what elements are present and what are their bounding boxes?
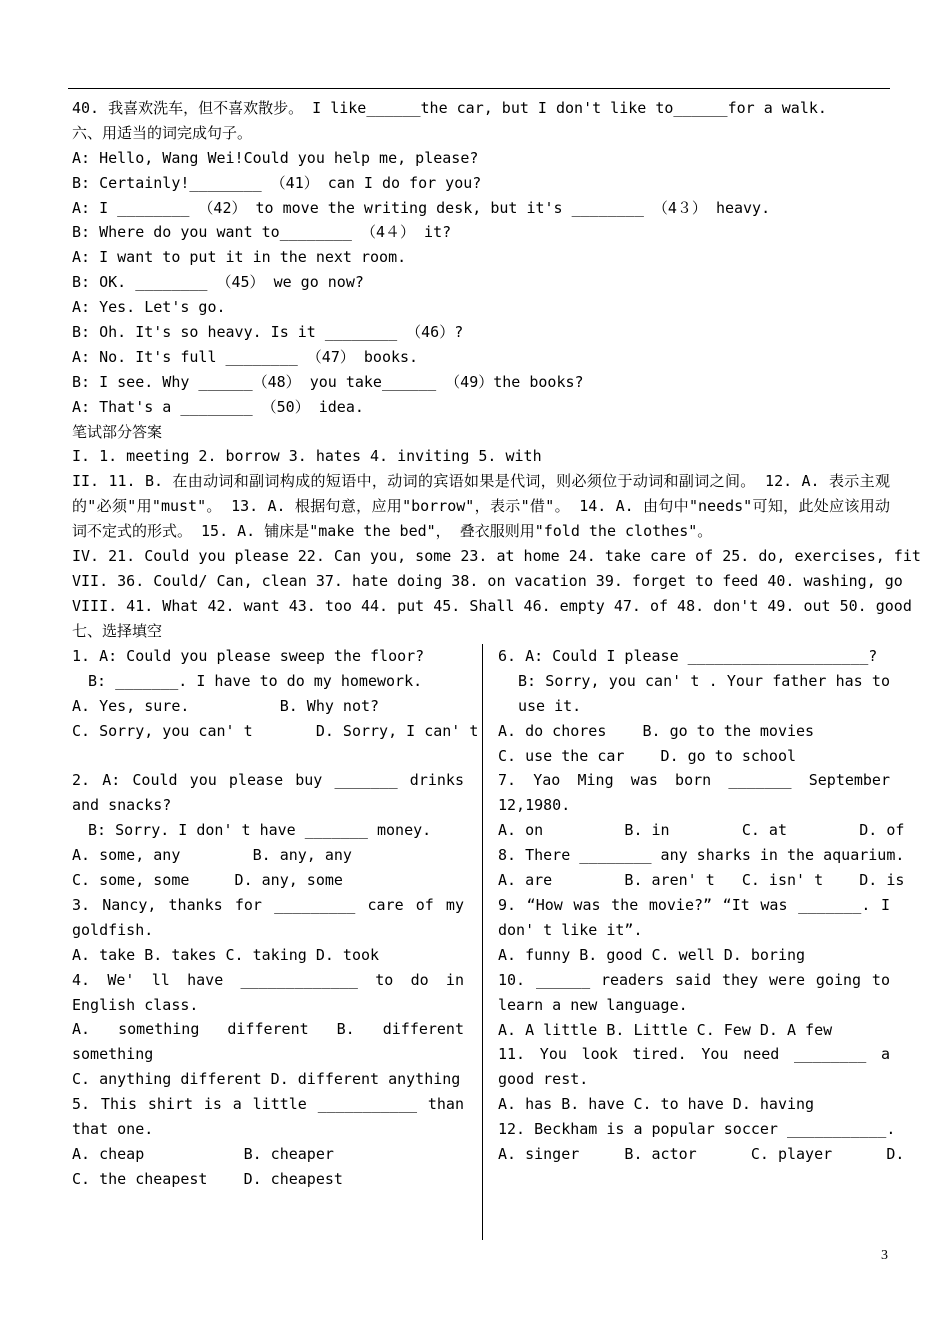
dialogue-line: A: Hello, Wang Wei!Could you help me, please?	[72, 148, 479, 167]
question-6-options-cd: C. use the car D. go to school	[498, 746, 797, 765]
question-11: 11. You look tired. You need ________ a good rest.	[498, 1045, 890, 1089]
dialogue-line: A: Yes. Let's go.	[72, 298, 226, 317]
question-7-options: A. on B. in C. at D. of	[498, 821, 905, 840]
question-7: 7. Yao Ming was born _______ September 12,1980.	[498, 771, 890, 815]
question-5-options-ab: A. cheap B. cheaper	[72, 1145, 334, 1163]
question-9: 9. “How was the movie?” “It was _______. I don' t like it”.	[498, 895, 890, 939]
question-1-options-ab: A. Yes, sure. B. Why not?	[72, 696, 380, 715]
question-8: 8. There ________ any sharks in the aquarium.	[498, 846, 905, 865]
question-2: 2. A: Could you please buy _______ drinks and snacks?	[72, 771, 464, 815]
question-2-options-cd: C. some, some D. any, some	[72, 871, 343, 890]
answer-line-I: I. 1. meeting 2. borrow 3. hates 4. inviting 5. with	[72, 447, 542, 466]
section-6-title: 六、用适当的词完成句子。	[72, 123, 253, 142]
question-1-options-cd: C. Sorry, you can' t D. Sorry, I can' t	[72, 721, 479, 740]
question-1-b: B: _______. I have to do my homework.	[88, 671, 423, 690]
question-2-options-ab: A. some, any B. any, any	[72, 846, 352, 865]
question-5-options-cd: C. the cheapest D. cheapest	[72, 1169, 343, 1188]
question-11-options: A. has B. have C. to have D. having	[498, 1095, 815, 1114]
answer-line-VII: VII. 36. Could/ Can, clean 37. hate doing 38. on vacation 39. forget to feed 40. washing, go	[72, 571, 903, 590]
question-6-b: B: Sorry, you can' t . Your father has to use it.	[518, 671, 890, 715]
question-12-options: A. singer B. actor C. player D.	[498, 1145, 905, 1164]
question-12: 12. Beckham is a popular soccer ___________.	[498, 1120, 896, 1139]
question-1: 1. A: Could you please sweep the floor?	[72, 647, 425, 665]
dialogue-line: A: No. It's full ________ （47） books.	[72, 347, 419, 366]
question-40: 40. 我喜欢洗车，但不喜欢散步。 I like______the car, but I don't like to______for a walk.	[72, 99, 827, 117]
page-number: 3	[881, 1248, 888, 1263]
question-10: 10. ______ readers said they were going to learn a new language.	[498, 970, 890, 1014]
dialogue-line: B: OK. ________ （45） we go now?	[72, 273, 364, 292]
left-column	[72, 644, 479, 1192]
upper-section	[72, 96, 921, 644]
question-4-options-cd: C. anything different D. different anything	[72, 1070, 461, 1089]
dialogue-line: A: I want to put it in the next room.	[72, 248, 407, 267]
question-10-options: A. A little B. Little C. Few D. A few	[498, 1020, 833, 1039]
right-column	[498, 644, 905, 1167]
question-4-options-ab: A. something different B. different something	[72, 1020, 464, 1064]
question-6-options-ab: A. do chores B. go to the movies	[498, 721, 815, 740]
answer-line-IV: IV. 21. Could you please 22. Can you, some 23. at home 24. take care of 25. do, exercises, fit	[72, 547, 921, 566]
question-2-b: B: Sorry. I don' t have _______ money.	[88, 821, 432, 840]
question-3: 3. Nancy, thanks for _________ care of my goldfish.	[72, 895, 464, 939]
dialogue-line: B: Where do you want to________ （4４） it?	[72, 223, 452, 242]
dialogue-line: B: I see. Why ______（48） you take______ （49）the books?	[72, 372, 584, 391]
dialogue-line: A: I ________ （42） to move the writing desk, but it's ________ （4３） heavy.	[72, 198, 771, 217]
header-rule	[68, 88, 890, 89]
question-4: 4. We' ll have _____________ to do in English class.	[72, 970, 464, 1014]
question-6: 6. A: Could I please ____________________?	[498, 647, 878, 665]
dialogue-line: B: Certainly!________ （41） can I do for you?	[72, 173, 482, 192]
answer-key-title: 笔试部分答案	[72, 422, 163, 441]
dialogue-line: A: That's a ________ （50） idea.	[72, 397, 364, 416]
dialogue-line: B: Oh. It's so heavy. Is it ________ （46）?	[72, 323, 464, 342]
blank-line	[72, 744, 464, 769]
section-7-title: 七、选择填空	[72, 621, 163, 640]
question-9-options: A. funny B. good C. well D. boring	[498, 945, 806, 964]
answer-line-VIII: VIII. 41. What 42. want 43. too 44. put 45. Shall 46. empty 47. of 48. don't 49. out 50. good	[72, 596, 912, 615]
question-5: 5. This shirt is a little ___________ than that one.	[72, 1095, 464, 1139]
question-3-options: A. take B. takes C. taking D. took	[72, 945, 380, 964]
column-divider	[482, 644, 483, 1240]
answer-line-II: II. 11. B. 在由动词和副词构成的短语中，动词的宾语如果是代词，则必须位于动词和副词之间。 12. A. 表示主观的"必须"用"must"。 13. A. 根据句意，应用"borrow"，表示"借"。 14. A. 由句中"needs"可知，此处应该用动词不定式的形式。 15. A. 铺床是"make the bed"， 叠衣服则用"fold the clothes"。	[72, 472, 890, 541]
question-8-options: A. are B. aren' t C. isn' t D. is	[498, 871, 905, 890]
